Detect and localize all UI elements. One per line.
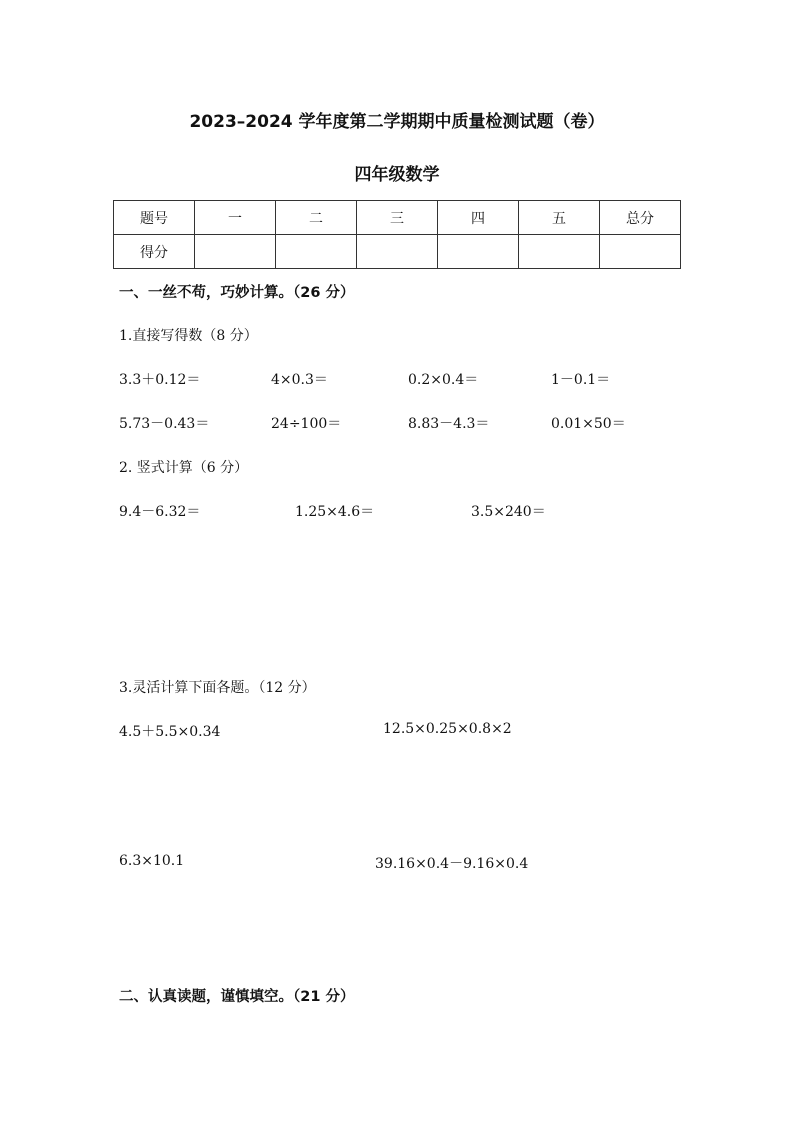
score-cell-q2: 二 [276,201,357,235]
score-input-cell[interactable] [357,235,438,269]
q3-item: 6.3×10.1 [119,853,185,869]
q1-item: 4×0.3＝ [271,372,328,388]
q1-item: 0.01×50＝ [551,416,626,432]
page-title: 2023–2024 学年度第二学期期中质量检测试题（卷） [189,112,605,132]
score-input-cell[interactable] [438,235,519,269]
q1-item: 5.73－0.43＝ [119,416,210,432]
score-table [113,200,681,269]
q3-item: 12.5×0.25×0.8×2 [383,721,512,737]
section1-heading: 一、一丝不苟，巧妙计算。（26 分） [119,285,355,301]
score-cell-q5: 五 [519,201,600,235]
score-input-cell[interactable] [195,235,276,269]
q1-item: 24÷100＝ [271,416,342,432]
q3-label: 3.灵活计算下面各题。（12 分） [119,680,316,696]
section2-heading: 二、认真读题，谨慎填空。（21 分） [119,989,355,1005]
score-cell-total: 总分 [600,201,681,235]
score-row-label: 得分 [114,235,195,269]
q1-label: 1.直接写得数（8 分） [119,328,258,344]
q2-item: 1.25×4.6＝ [295,504,375,520]
score-table-score-row [114,235,681,269]
score-table-header-row [114,201,681,235]
page-subtitle: 四年级数学 [354,165,440,185]
score-cell-q4: 四 [438,201,519,235]
q2-item: 3.5×240＝ [471,504,546,520]
score-input-cell[interactable] [519,235,600,269]
q3-item: 4.5＋5.5×0.34 [119,724,221,740]
q1-item: 3.3＋0.12＝ [119,372,201,388]
q1-item: 8.83－4.3＝ [408,416,490,432]
q2-item: 9.4－6.32＝ [119,504,201,520]
q1-item: 1－0.1＝ [551,372,611,388]
q3-item: 39.16×0.4－9.16×0.4 [375,856,529,872]
q2-label: 2. 竖式计算（6 分） [119,460,249,476]
score-input-cell[interactable] [600,235,681,269]
score-input-cell[interactable] [276,235,357,269]
score-cell-q1: 一 [195,201,276,235]
score-cell-label: 题号 [114,201,195,235]
q1-item: 0.2×0.4＝ [408,372,479,388]
score-cell-q3: 三 [357,201,438,235]
